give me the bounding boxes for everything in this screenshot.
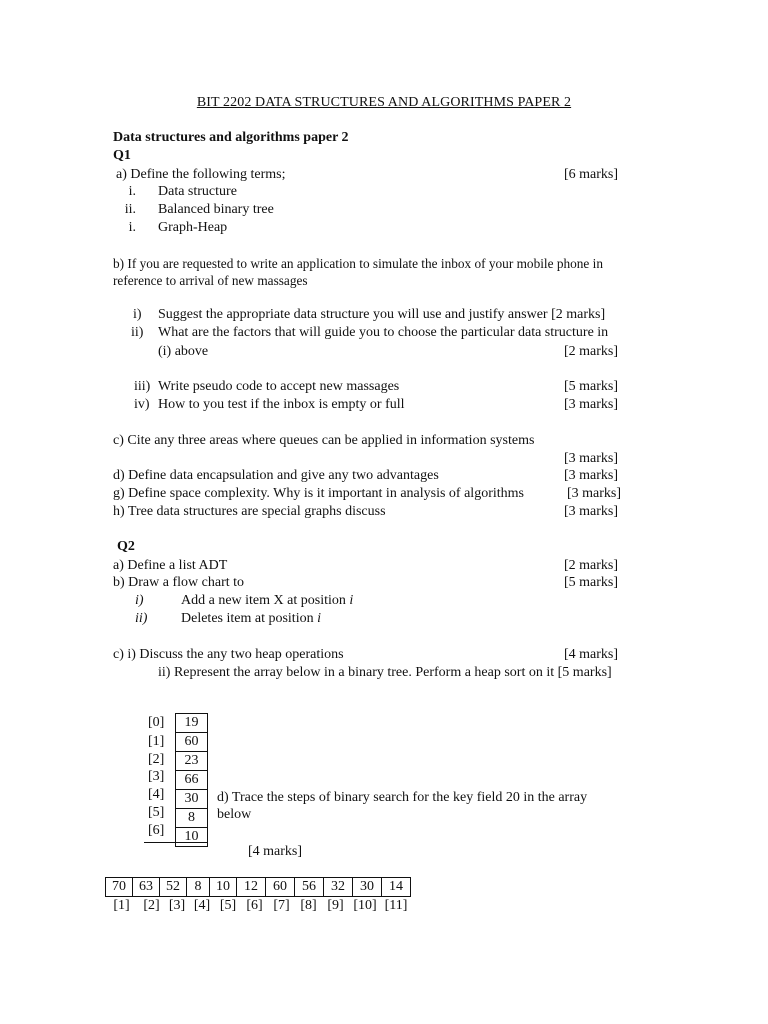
q2b-marks: [5 marks] <box>564 575 619 590</box>
heap-cell: 60 <box>176 733 207 752</box>
paper-subtitle: Data structures and algorithms paper 2 <box>113 130 349 145</box>
q1a-item-text: Graph-Heap <box>158 220 228 235</box>
q1b-ii-cont: (i) above <box>158 344 209 359</box>
q2d-line1: d) Trace the steps of binary search for the key field 20 in the array <box>217 790 588 805</box>
q1c-marks: [3 marks] <box>564 451 619 466</box>
q1a-item-text: Data structure <box>158 184 237 199</box>
search-index: [4] <box>193 898 211 913</box>
search-index: [8] <box>300 898 317 913</box>
heap-cell: 8 <box>176 809 207 828</box>
search-index: [10] <box>353 898 377 913</box>
q1h-marks: [3 marks] <box>564 504 619 519</box>
q1d-marks: [3 marks] <box>564 468 619 483</box>
q2b-i-num: i) <box>135 593 144 608</box>
search-cell: 30 <box>353 878 382 896</box>
q1b-ii-text: What are the factors that will guide you to choose the particular data structure in <box>158 325 609 340</box>
heap-index: [0] <box>148 715 165 730</box>
heap-cell: 30 <box>176 790 207 809</box>
q1b-ii-num: ii) <box>131 325 144 340</box>
q2c-text: c) i) Discuss the any two heap operations <box>113 647 344 662</box>
q2d-line2: below <box>217 807 252 822</box>
q1b-i-num: i) <box>133 307 142 322</box>
q2d-marks: [4 marks] <box>248 844 303 859</box>
heap-cell: 19 <box>176 714 207 733</box>
search-index: [3] <box>168 898 186 913</box>
q1c-text: c) Cite any three areas where queues can be applied in information systems <box>113 433 535 448</box>
search-cell: 10 <box>210 878 237 896</box>
search-cell: 14 <box>389 879 403 894</box>
search-cell: 70 <box>106 878 133 896</box>
search-cell: 8 <box>187 878 210 896</box>
q1b-ii-marks: [2 marks] <box>564 344 619 359</box>
heap-index: [3] <box>148 769 165 784</box>
q1b-line2: reference to arrival of new massages <box>113 273 308 288</box>
heap-cell: 66 <box>176 771 207 790</box>
search-index: [6] <box>246 898 263 913</box>
q1g-marks: [3 marks] <box>567 486 622 501</box>
heap-index: [6] <box>148 823 165 838</box>
q2c-marks: [4 marks] <box>564 647 619 662</box>
q1a-marks: [6 marks] <box>564 167 619 182</box>
q1b-iv-num: iv) <box>134 397 150 412</box>
q1a-item-num: i. <box>128 220 136 235</box>
q2b-ii-var: i <box>317 611 321 626</box>
page-title: BIT 2202 DATA STRUCTURES AND ALGORITHMS PAPER 2 <box>196 95 572 110</box>
q2b-ii-text: Deletes item at position <box>181 611 318 626</box>
q1g-text: g) Define space complexity. Why is it important in analysis of algorithms <box>113 486 524 501</box>
search-index: [11] <box>384 898 408 913</box>
q1b-iii-text: Write pseudo code to accept new massages <box>158 379 400 394</box>
q1h-text: h) Tree data structures are special graphs discuss <box>113 504 386 519</box>
search-cell: 63 <box>133 878 160 896</box>
search-index-row <box>105 897 411 915</box>
q1b-iv-text: How to you test if the inbox is empty or full <box>158 397 405 412</box>
search-cell: 32 <box>324 878 353 896</box>
q2a-marks: [2 marks] <box>564 558 619 573</box>
search-cell: 60 <box>266 878 295 896</box>
q2c-ii-text: ii) Represent the array below in a binary tree. Perform a heap sort on it [5 marks] <box>158 665 612 680</box>
q1b-iii-marks: [5 marks] <box>564 379 619 394</box>
q1-label: Q1 <box>113 148 131 163</box>
search-index: [1] <box>113 898 130 913</box>
q1b-i-text: Suggest the appropriate data structure you will use and justify answer [2 marks] <box>158 307 606 322</box>
heap-index: [5] <box>148 805 165 820</box>
q1a-item-num: i. <box>128 184 136 199</box>
q2b-ii-line <box>181 610 321 628</box>
q1a-item-num: ii. <box>124 202 136 217</box>
q1b-iii-num: iii) <box>134 379 151 394</box>
q2b-i-line <box>181 592 353 610</box>
q1b-line1: b) If you are requested to write an application to simulate the inbox of your mobile phone in <box>113 256 604 271</box>
q1a-item-text: Balanced binary tree <box>158 202 274 217</box>
q2b-ii-num: ii) <box>135 611 148 626</box>
q2b-i-var: i <box>349 593 354 608</box>
q2a-text: a) Define a list ADT <box>113 558 228 573</box>
heap-index: [2] <box>148 752 165 767</box>
search-index: [2] <box>143 898 160 913</box>
heap-index: [4] <box>148 787 165 802</box>
q1b-iv-marks: [3 marks] <box>564 397 619 412</box>
search-array-table <box>105 877 411 897</box>
heap-array-table <box>175 713 208 847</box>
search-cell: 12 <box>237 878 266 896</box>
q2-label: Q2 <box>117 539 135 554</box>
q1a-text: a) Define the following terms; <box>116 167 286 182</box>
search-index: [7] <box>273 898 290 913</box>
q1d-text: d) Define data encapsulation and give any two advantages <box>113 468 439 483</box>
search-index: [5] <box>219 898 237 913</box>
heap-cell: 23 <box>176 752 207 771</box>
search-cell: 56 <box>295 878 324 896</box>
q2b-text: b) Draw a flow chart to <box>113 575 245 590</box>
heap-index: [1] <box>148 734 165 749</box>
heap-cell: 10 <box>184 829 199 844</box>
search-index: [9] <box>327 898 344 913</box>
search-cell: 52 <box>160 878 187 896</box>
heap-underline <box>144 842 208 843</box>
q2b-i-text: Add a new item X at position <box>181 593 350 608</box>
